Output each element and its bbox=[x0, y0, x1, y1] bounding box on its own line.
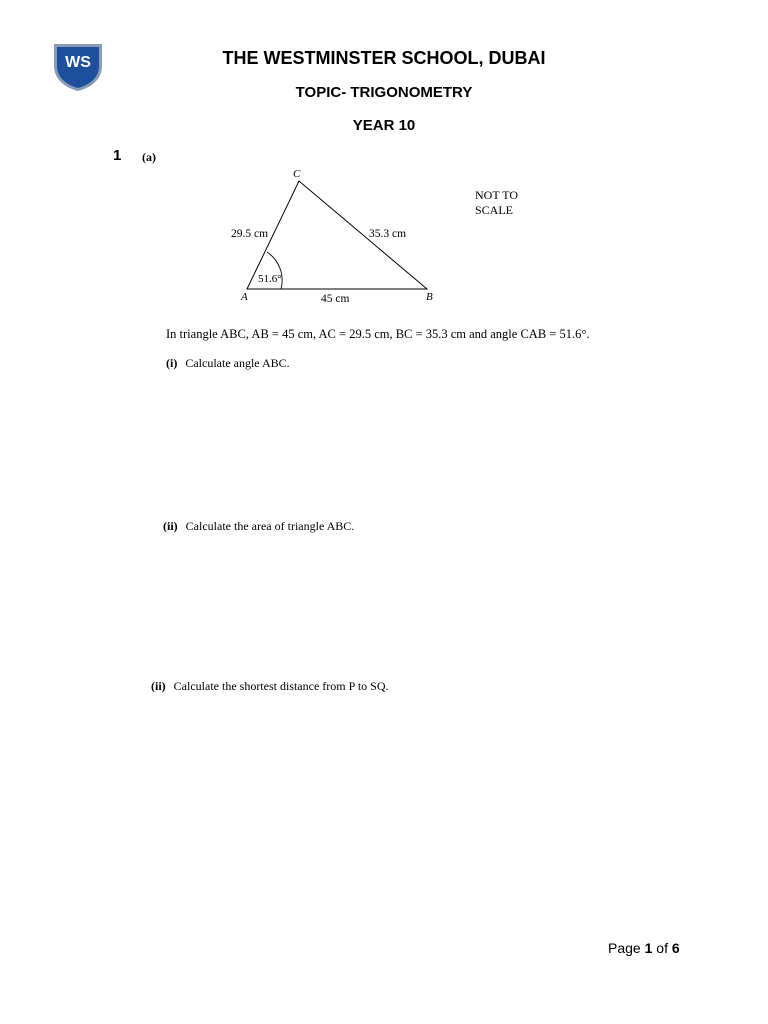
school-name: THE WESTMINSTER SCHOOL, DUBAI bbox=[222, 48, 546, 68]
subquestion-iii-text: Calculate the shortest distance from P to SQ. bbox=[173, 679, 389, 693]
triangle-diagram bbox=[225, 165, 545, 310]
not-to-scale-line1: NOT TO bbox=[475, 188, 519, 202]
subquestion-ii-text: Calculate the area of triangle ABC. bbox=[185, 519, 355, 533]
page-number bbox=[608, 940, 680, 956]
subquestion-i-label: (i) bbox=[166, 356, 178, 370]
side-ac-label: 29.5 cm bbox=[231, 228, 269, 240]
question-stem: In triangle ABC, AB = 45 cm, AC = 29.5 cm, BC = 35.3 cm and angle CAB = 51.6°. bbox=[166, 327, 590, 341]
topic-title: TOPIC- TRIGONOMETRY bbox=[295, 84, 473, 101]
subquestion-iii-label: (ii) bbox=[151, 679, 166, 693]
vertex-a-label: A bbox=[241, 291, 248, 303]
year-title: YEAR 10 bbox=[352, 117, 416, 134]
vertex-b-label: B bbox=[426, 291, 433, 303]
logo-text: WS bbox=[65, 54, 91, 71]
subquestion-ii-label: (ii) bbox=[163, 519, 178, 533]
angle-a-label: 51.6° bbox=[258, 273, 282, 285]
not-to-scale-line2: SCALE bbox=[475, 203, 514, 217]
question-number: 1 bbox=[113, 147, 122, 164]
question-part: (a) bbox=[142, 150, 156, 164]
side-bc-label: 35.3 cm bbox=[369, 228, 407, 240]
page-total: 6 bbox=[671, 940, 680, 956]
page-of: of bbox=[652, 940, 672, 956]
page-current: 1 bbox=[644, 940, 653, 956]
subquestion-ii bbox=[163, 519, 354, 534]
vertex-c-label: C bbox=[293, 168, 301, 180]
page-word: Page bbox=[608, 940, 645, 956]
subquestion-i-text: Calculate angle ABC. bbox=[185, 356, 290, 370]
subquestion-i bbox=[166, 356, 290, 371]
not-to-scale-note bbox=[475, 188, 518, 218]
side-ab-label: 45 cm bbox=[321, 293, 350, 305]
subquestion-iii bbox=[151, 679, 389, 694]
